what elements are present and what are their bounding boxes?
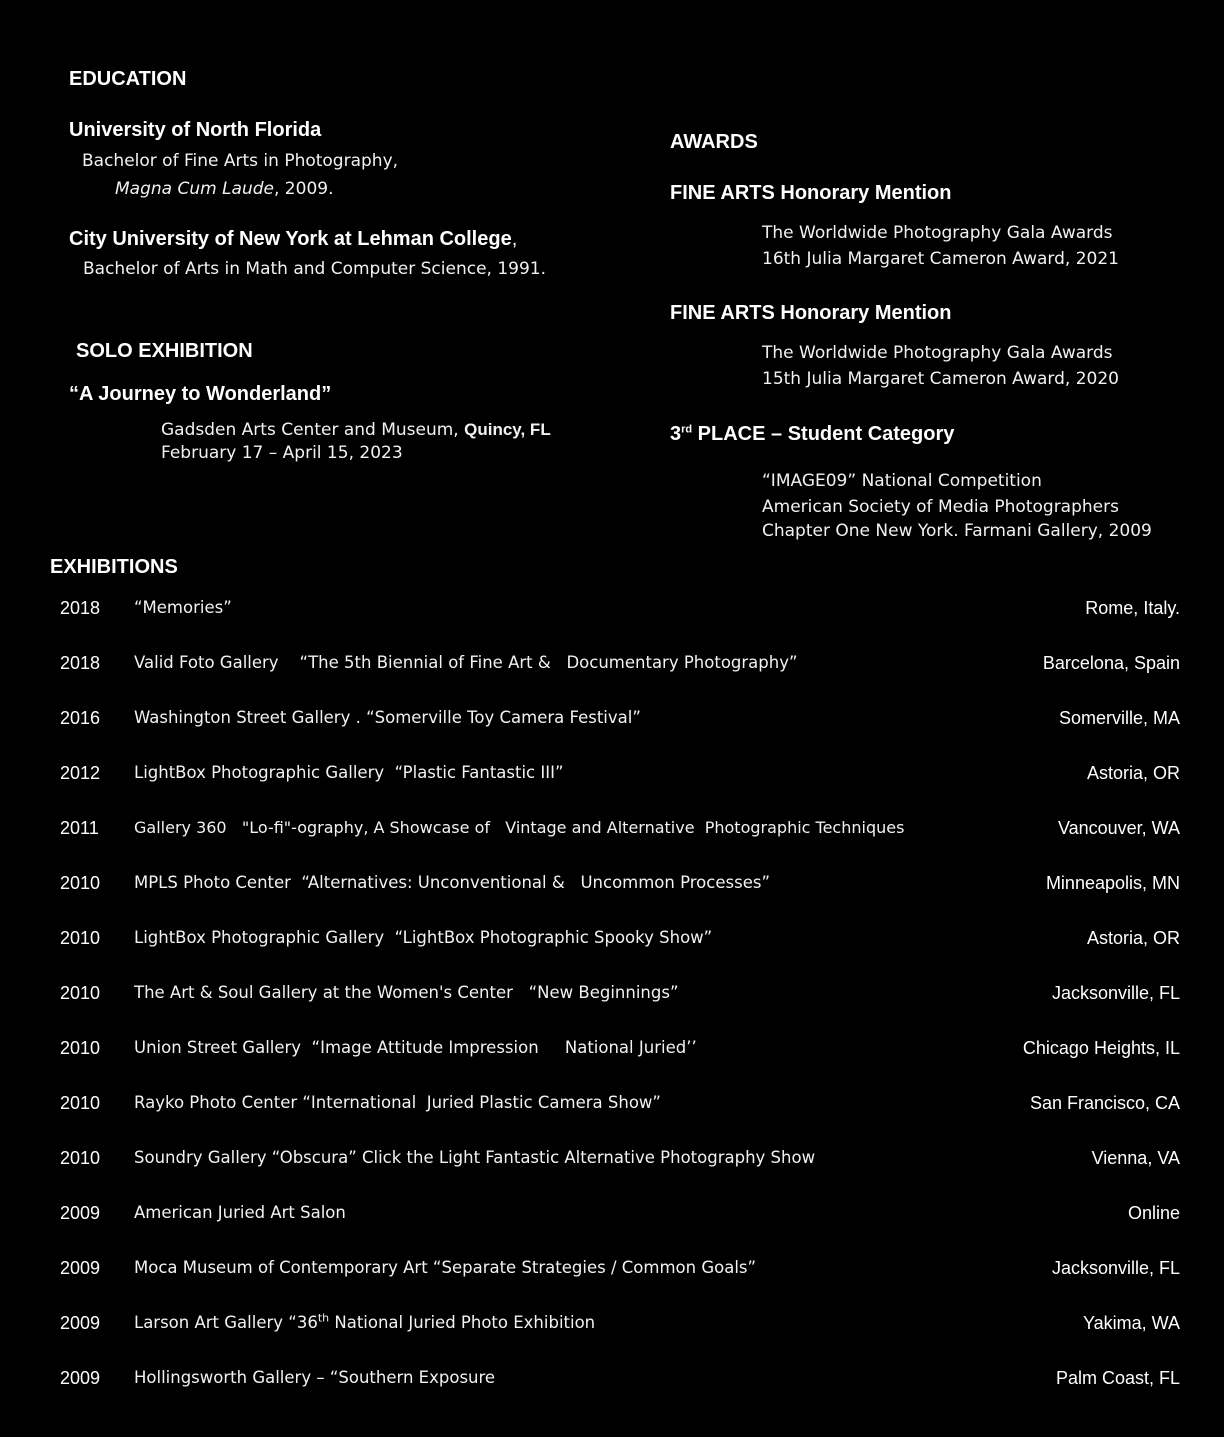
award-3-rest: PLACE – Student Category xyxy=(692,423,955,445)
award-2-title: FINE ARTS Honorary Mention xyxy=(670,302,952,324)
exhibition-row xyxy=(0,865,1224,905)
exhibition-row xyxy=(0,1360,1224,1400)
exhibition-title: Gallery 360 "Lo-fi"-ography, A Showcase of Vintage and Alternative Photographic Techniques xyxy=(134,818,905,837)
exhibition-year: 2010 xyxy=(60,1148,101,1168)
exhibition-title: LightBox Photographic Gallery “Plastic Fantastic III” xyxy=(134,763,564,782)
education-school-2-line xyxy=(69,228,517,251)
exhibition-location: San Francisco, CA xyxy=(1029,1093,1180,1113)
solo-exhibition-venue: Gadsden Arts Center and Museum, xyxy=(161,420,465,440)
award-2-line-2: 15th Julia Margaret Cameron Award, 2020 xyxy=(762,369,1119,389)
exhibition-location: Palm Coast, FL xyxy=(1055,1368,1180,1388)
exhibition-title: MPLS Photo Center “Alternatives: Unconventional & Uncommon Processes” xyxy=(134,873,770,892)
award-3-title xyxy=(670,423,954,446)
award-3-line-1: “IMAGE09” National Competition xyxy=(762,471,1042,491)
exhibition-row xyxy=(0,1250,1224,1290)
solo-exhibition-heading: SOLO EXHIBITION xyxy=(76,340,253,362)
exhibition-year: 2009 xyxy=(60,1313,101,1333)
exhibition-year: 2012 xyxy=(60,763,101,783)
exhibition-row xyxy=(0,1085,1224,1125)
exhibition-year: 2018 xyxy=(60,598,101,618)
exhibition-location: Barcelona, Spain xyxy=(1042,653,1180,673)
exhibition-row xyxy=(0,1305,1224,1345)
award-3-ordinal: rd xyxy=(681,423,693,436)
exhibition-location: Jacksonville, FL xyxy=(1051,1258,1180,1278)
award-3-number: 3 xyxy=(670,423,682,445)
exhibition-location: Rome, Italy. xyxy=(1085,598,1180,618)
exhibition-row xyxy=(0,1030,1224,1070)
award-3-line-2: American Society of Media Photographers xyxy=(762,497,1119,517)
exhibition-year: 2009 xyxy=(60,1203,101,1223)
exhibition-location: Chicago Heights, IL xyxy=(1022,1038,1180,1058)
exhibition-title: Moca Museum of Contemporary Art “Separate Strategies / Common Goals” xyxy=(134,1258,757,1277)
exhibitions-heading: EXHIBITIONS xyxy=(50,556,178,578)
exhibition-title: Hollingsworth Gallery – “Southern Exposure xyxy=(134,1368,496,1387)
solo-exhibition-dates: February 17 – April 15, 2023 xyxy=(161,443,403,463)
exhibition-location: Astoria, OR xyxy=(1086,763,1180,783)
solo-exhibition-title: “A Journey to Wonderland” xyxy=(69,383,332,405)
exhibition-row xyxy=(0,590,1224,630)
education-honor: Magna Cum Laude xyxy=(115,179,274,199)
solo-exhibition-city: Quincy, FL xyxy=(464,420,551,439)
award-2-line-1: The Worldwide Photography Gala Awards xyxy=(762,343,1113,363)
award-1-line-1: The Worldwide Photography Gala Awards xyxy=(762,223,1113,243)
solo-exhibition-venue-line xyxy=(161,420,551,440)
exhibition-row xyxy=(0,1195,1224,1235)
award-3-line-3: Chapter One New York. Farmani Gallery, 2009 xyxy=(762,521,1152,541)
exhibition-title: Valid Foto Gallery “The 5th Biennial of Fine Art & Documentary Photography” xyxy=(134,653,798,672)
exhibition-year: 2009 xyxy=(60,1258,101,1278)
exhibition-year: 2016 xyxy=(60,708,101,728)
award-1-line-2: 16th Julia Margaret Cameron Award, 2021 xyxy=(762,249,1119,269)
exhibition-year: 2010 xyxy=(60,928,101,948)
education-degree-2: Bachelor of Arts in Math and Computer Science, 1991. xyxy=(83,259,547,279)
exhibition-title: The Art & Soul Gallery at the Women's Center “New Beginnings” xyxy=(134,983,679,1002)
exhibition-year: 2010 xyxy=(60,983,101,1003)
exhibition-row xyxy=(0,810,1224,850)
education-school-2: City University of New York at Lehman College xyxy=(69,228,512,250)
exhibition-row xyxy=(0,920,1224,960)
exhibition-location: Online xyxy=(1127,1203,1180,1223)
exhibition-title-end: National Juried Photo Exhibition xyxy=(329,1313,596,1332)
exhibition-title xyxy=(134,1313,595,1332)
education-heading: EDUCATION xyxy=(69,68,187,90)
exhibition-title: Washington Street Gallery . “Somerville Toy Camera Festival” xyxy=(134,708,641,727)
exhibition-row xyxy=(0,755,1224,795)
exhibition-row xyxy=(0,645,1224,685)
education-school-1: University of North Florida xyxy=(69,119,322,141)
exhibition-row xyxy=(0,975,1224,1015)
exhibition-title: “Memories” xyxy=(134,598,232,617)
exhibition-year: 2009 xyxy=(60,1368,101,1388)
exhibition-year: 2018 xyxy=(60,653,101,673)
exhibition-title: LightBox Photographic Gallery “LightBox Photographic Spooky Show” xyxy=(134,928,713,947)
exhibition-title-ordinal: th xyxy=(317,1311,330,1325)
awards-heading: AWARDS xyxy=(670,131,758,153)
exhibition-title: Union Street Gallery “Image Attitude Impression National Juried’’ xyxy=(134,1038,697,1057)
exhibition-year: 2010 xyxy=(60,1038,101,1058)
exhibition-year: 2011 xyxy=(60,818,99,838)
exhibition-row xyxy=(0,700,1224,740)
exhibition-location: Vancouver, WA xyxy=(1057,818,1180,838)
exhibition-location: Astoria, OR xyxy=(1086,928,1180,948)
exhibition-location: Jacksonville, FL xyxy=(1051,983,1180,1003)
education-degree-1: Bachelor of Fine Arts in Photography, xyxy=(82,151,399,171)
exhibition-title: Soundry Gallery “Obscura” Click the Light Fantastic Alternative Photography Show xyxy=(134,1148,816,1167)
exhibition-location: Vienna, VA xyxy=(1091,1148,1180,1168)
exhibition-year: 2010 xyxy=(60,1093,101,1113)
exhibition-title: Rayko Photo Center “International Juried Plastic Camera Show” xyxy=(134,1093,661,1112)
exhibition-row xyxy=(0,1140,1224,1180)
exhibition-title-start: Larson Art Gallery “36 xyxy=(134,1313,318,1332)
exhibition-location: Yakima, WA xyxy=(1082,1313,1180,1333)
education-honor-line xyxy=(115,179,333,199)
exhibition-title: American Juried Art Salon xyxy=(134,1203,346,1222)
education-honor-year: , 2009. xyxy=(274,179,334,199)
award-1-title: FINE ARTS Honorary Mention xyxy=(670,182,952,204)
education-school-2-comma: , xyxy=(511,228,518,250)
exhibition-year: 2010 xyxy=(60,873,101,893)
exhibition-location: Minneapolis, MN xyxy=(1045,873,1180,893)
exhibition-location: Somerville, MA xyxy=(1058,708,1180,728)
